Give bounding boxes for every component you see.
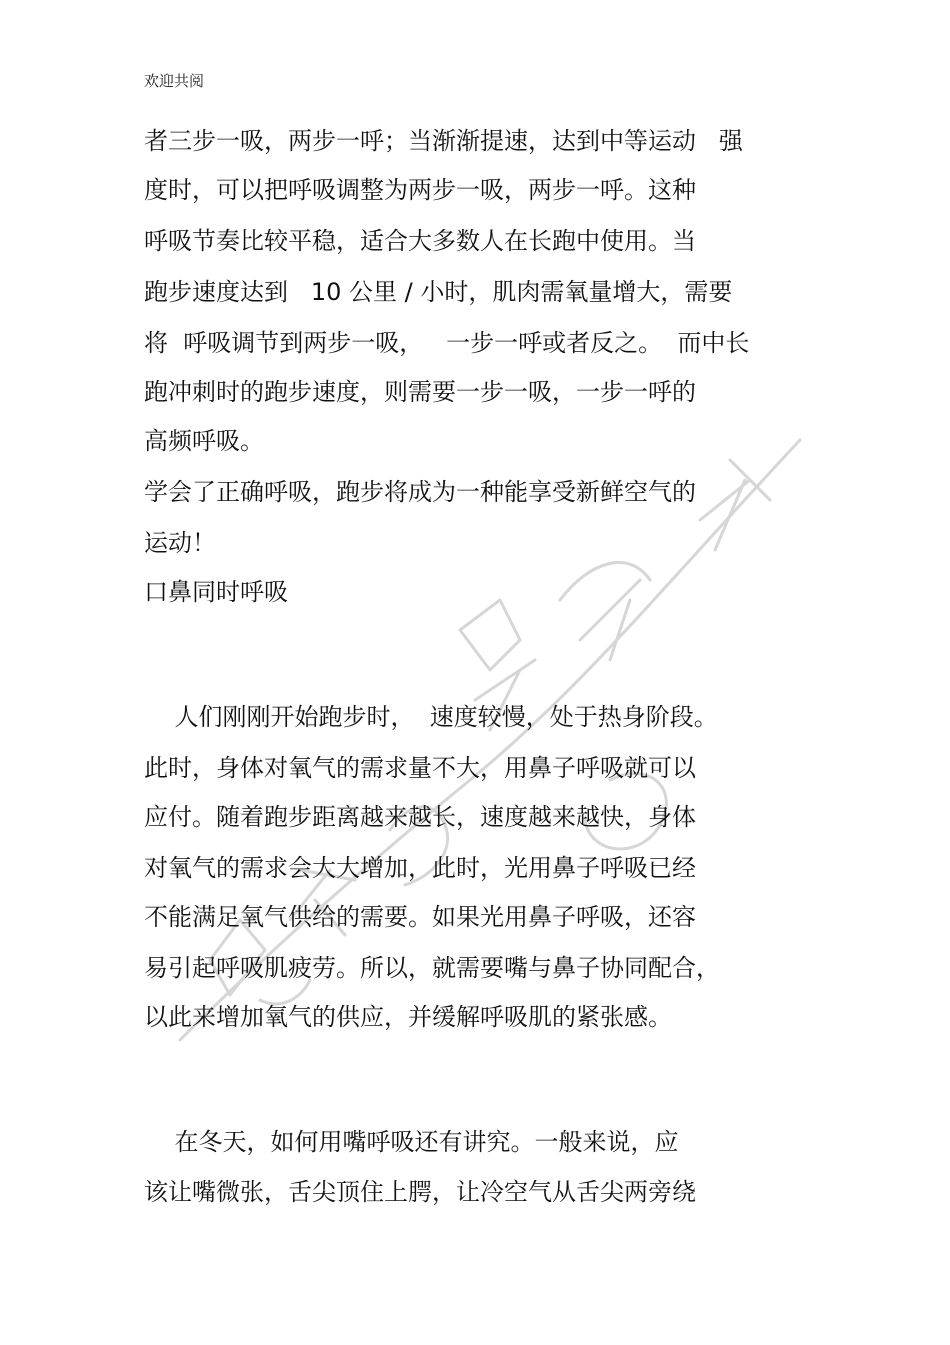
text-line: 度时，可以把呼吸调整为两步一吸，两步一呼。这种 (144, 176, 696, 204)
text-line: 将 呼吸调节到两步一吸， 一步一呼或者反之。 而中长 (144, 329, 750, 357)
text-line: 此时，身体对氧气的需求量不大，用鼻子呼吸就可以 (144, 754, 696, 782)
section-heading: 口鼻同时呼吸 (144, 578, 288, 606)
text-line: 以此来增加氧气的供应，并缓解呼吸肌的紧张感。 (144, 1003, 672, 1031)
text-line: 者三步一吸，两步一呼；当渐渐提速，达到中等运动 强 (144, 127, 743, 155)
text-line: 跑冲刺时的跑步速度，则需要一步一吸，一步一呼的 (144, 378, 696, 406)
text-line: 不能满足氧气供给的需要。如果光用鼻子呼吸，还容 (144, 903, 696, 931)
text-line: 应付。随着跑步距离越来越长，速度越来越快，身体 (144, 803, 696, 831)
text-line: 该让嘴微张，舌尖顶住上腭，让冷空气从舌尖两旁绕 (144, 1178, 696, 1206)
text-line: 高频呼吸。 (144, 427, 264, 455)
text-line: 在冬天，如何用嘴呼吸还有讲究。一般来说，应 (144, 1128, 679, 1156)
text-line: 学会了正确呼吸，跑步将成为一种能享受新鲜空气的 (144, 478, 696, 506)
text-line: 呼吸节奏比较平稳，适合大多数人在长跑中使用。当 (144, 227, 696, 255)
text-line: 对氧气的需求会大大增加，此时，光用鼻子呼吸已经 (144, 854, 696, 882)
text-line: 人们刚刚开始跑步时， 速度较慢，处于热身阶段。 (144, 703, 718, 731)
text-line: 跑步速度达到 10 公里 / 小时，肌肉需氧量增大，需要 (144, 278, 733, 306)
text-line: 运动！ (144, 529, 216, 557)
text-line: 易引起呼吸肌疲劳。所以，就需要嘴与鼻子协同配合， (144, 954, 720, 982)
page-header: 欢迎共阅 (144, 72, 205, 90)
